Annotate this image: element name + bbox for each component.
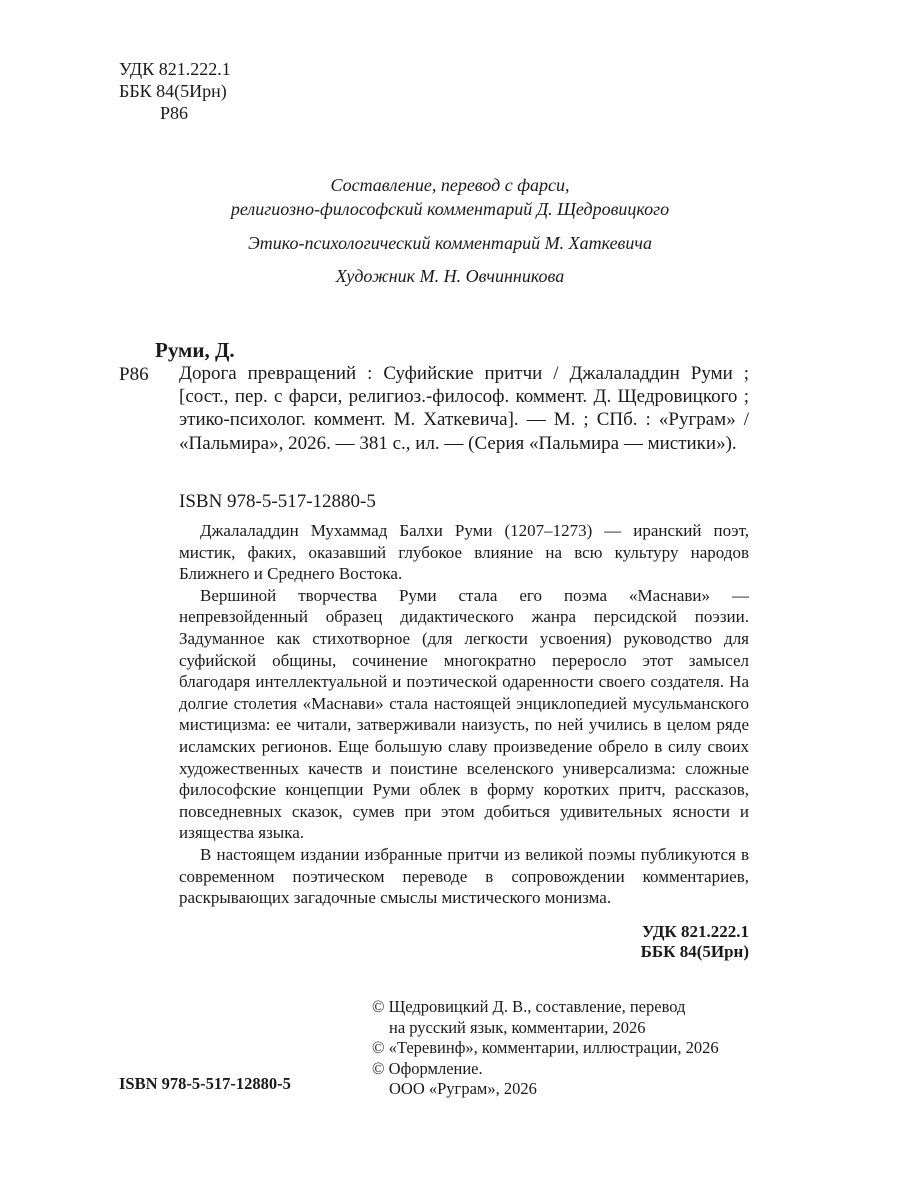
bbk-code-bottom: ББК 84(5Ирн) — [640, 942, 749, 961]
author-cipher: Р86 — [160, 103, 189, 123]
ethical-commentary-credit: Этико-психологический комментарий М. Хаткевича — [248, 233, 652, 253]
compilation-credit-line-1: Составление, перевод с фарси, — [330, 175, 570, 195]
copyright-line-1: © Щедровицкий Д. В., составление, перевод — [372, 997, 686, 1016]
copyright-block — [372, 997, 719, 1100]
bbk-code: ББК 84(5Ирн) — [119, 81, 227, 101]
bibliographic-entry: Дорога превращений : Суфийские притчи / Джалаладдин Руми ; [сост., пер. с фарси, религиоз.-философ. коммент. Д. Щедровицкого ; этико-психолог. коммент. М. Хаткевича]. — М. ; СПб. : «Руграм» / «Пальмира», 2026. — 381 с., ил. — (Серия «Пальмира — мистики»). — [179, 363, 749, 454]
copyright-line-3: © «Теревинф», комментарии, иллюстрации, 2026 — [372, 1038, 719, 1057]
copyright-line-5: ООО «Руграм», 2026 — [389, 1079, 537, 1098]
annotation — [179, 520, 749, 909]
bottom-classification-codes — [560, 922, 749, 962]
isbn-bottom: ISBN 978-5-517-12880-5 — [119, 1074, 291, 1093]
udk-code-bottom: УДК 821.222.1 — [641, 922, 749, 941]
top-classification-codes — [119, 58, 231, 124]
isbn-main: ISBN 978-5-517-12880-5 — [179, 491, 376, 512]
compilation-credit-line-2: религиозно-философский комментарий Д. Щедровицкого — [230, 199, 670, 219]
compilation-credit — [0, 173, 900, 221]
annotation-paragraph-1: Джалаладдин Мухаммад Балхи Руми (1207–1273) — иранский поэт, мистик, факих, оказавший глубокое влияние на всю культуру народов Ближнего и Среднего Востока. — [179, 521, 749, 584]
copyright-line-4: © Оформление. — [372, 1058, 483, 1078]
udk-code: УДК 821.222.1 — [119, 59, 231, 79]
copyright-line-2: на русский язык, комментарии, 2026 — [389, 1017, 646, 1037]
annotation-paragraph-3: В настоящем издании избранные притчи из великой поэмы публикуются в современном поэтическом переводе в сопровождении комментариев, раскрывающих загадочные смыслы мистического монизма. — [179, 844, 749, 908]
annotation-paragraph-2: Вершиной творчества Руми стала его поэма «Маснави» — непревзойденный образец дидактического жанра персидской поэзии. Задуманное как стихотворное (для легкости усвоения) руководство для суфийской общины, сочинение многократно переросло этот замысел благодаря интеллектуальной и поэтической одаренности своего создателя. На долгие столетия «Маснави» стала настоящей энциклопедией мусульманского мистицизма: ее читали, затверживали наизусть, по ней учились в целом ряде исламских регионов. Еще большую славу произведение обрело в силу своих художественных качеств и поистине вселенского универсализма: сложные философские концепции Руми облек в форму коротких притч, рассказов, повседневных сказок, сумев при этом добиться удивительных ясности и изящества языка. — [179, 585, 749, 843]
bibliographic-author: Руми, Д. — [155, 338, 235, 362]
artist-credit: Художник М. Н. Овчинникова — [335, 266, 565, 286]
bibliographic-cipher: Р86 — [119, 364, 149, 385]
